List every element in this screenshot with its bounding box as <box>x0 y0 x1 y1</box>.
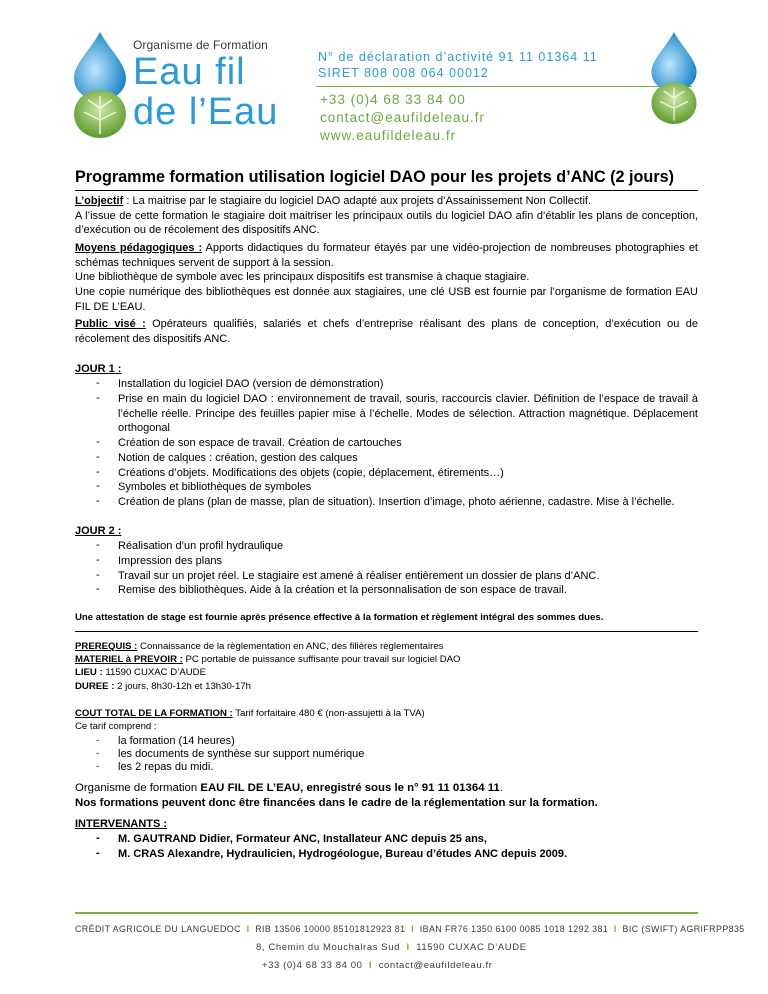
jour1-label <box>75 362 121 377</box>
jour1-item: Prise en main du logiciel DAO : environnement de travail, souris, raccourcis clavier. Définition de l’espace de travail à l’échelle réelle. Principe des feuilles papier mise à l’échelle. Modes de sélection. Attraction magnétique. Déplacement orthogonal <box>118 393 698 435</box>
title-rule <box>75 190 698 191</box>
intervenant-item: M. CRAS Alexandre, Hydraulicien, Hydrogéologue, Bureau d’études ANC depuis 2009. <box>118 848 568 860</box>
org-bold: EAU FIL DE L’EAU, enregistré sous le n° 91 11 01364 11 <box>200 782 500 794</box>
list-dash: - <box>96 377 100 389</box>
list-dash: - <box>96 583 100 595</box>
logo-text-line2: de l’Eau <box>133 91 279 133</box>
moyens-text3: Une copie numérique des bibliothèques est donnée aux stagiaires, une clé USB est fournie par l’organisme de formation EAU FIL DE L’EAU. <box>75 286 698 313</box>
prerequis-text: Connaissance de la règlementation en ANC, des filières règlementaires <box>137 641 444 652</box>
page-title: Programme formation utilisation logiciel DAO pour les projets d’ANC (2 jours) <box>75 168 675 186</box>
moyens-text2: Une bibliothèque de symbole avec les principaux dispositifs est transmise à chaque stagiaire. <box>75 271 530 284</box>
duree-text: 2 jours, 8h30-12h et 13h30-17h <box>114 680 252 692</box>
footer-bank: CRÉDIT AGRICOLE DU LANGUEDOC <box>75 924 241 934</box>
tarif-item: les documents de synthèse sur support numérique <box>118 748 365 760</box>
objectif-block <box>75 194 698 238</box>
intervenants-label <box>75 817 167 832</box>
declaration-number: N° de déclaration d’activité 91 11 01364 11 <box>318 50 598 64</box>
header-email[interactable]: contact@eaufildeleau.fr <box>320 110 486 125</box>
footer-rib: RIB 13506 10000 85101812923 81 <box>255 924 406 934</box>
footer-address-line <box>256 942 527 953</box>
list-dash: - <box>96 495 100 507</box>
cout-block <box>75 707 698 733</box>
header-divider <box>316 86 692 87</box>
header-phone: +33 (0)4 68 33 84 00 <box>320 92 466 107</box>
jour1-item: Créations d’objets. Modifications des objets (copie, déplacement, étirements…) <box>118 467 504 479</box>
moyens-label: Moyens pédagogiques : <box>75 242 203 254</box>
intervenant-item: M. GAUTRAND Didier, Formateur ANC, Installateur ANC depuis 25 ans, <box>118 833 487 845</box>
list-dash: - <box>96 748 100 759</box>
lieu-label: LIEU : <box>75 667 103 679</box>
footer-email[interactable]: contact@eaufildeleau.fr <box>378 960 493 971</box>
org-line2: Nos formations peuvent donc être financées dans le cadre de la réglementation sur la formation. <box>75 797 598 810</box>
attestation-text: Une attestation de stage est fournie après présence effective à la formation et règlement intégral des sommes dues. <box>75 612 604 623</box>
list-dash: - <box>96 569 100 581</box>
list-dash: - <box>96 847 100 859</box>
footer-separator: I <box>411 924 415 934</box>
cout-text: Tarif forfaitaire 480 € (non-assujetti à la TVA) <box>232 708 425 719</box>
jour2-item: Impression des plans <box>118 555 222 567</box>
jour2-item: Travail sur un projet réel. Le stagiaire est amené à réaliser entièrement un dossier de plans d’ANC. <box>118 570 600 582</box>
footer-phone: +33 (0)4 68 33 84 00 <box>262 960 363 971</box>
list-dash: - <box>96 735 100 746</box>
public-text: Opérateurs qualifiés, salariés et chefs d’entreprise réalisant des plans de conception, d’exécution ou de récolement des dispositifs ANC. <box>75 318 698 345</box>
attestation-note <box>75 611 698 624</box>
list-dash: - <box>96 451 100 463</box>
footer-city: 11590 CUXAC D’AUDE <box>416 942 527 953</box>
jour2-label <box>75 524 121 539</box>
practical-info <box>75 640 698 693</box>
list-dash: - <box>96 554 100 566</box>
footer-bic: BIC (SWIFT) AGRIFRPP835 <box>622 924 745 934</box>
list-dash: - <box>96 392 100 404</box>
attestation-rule <box>75 631 698 632</box>
jour1-item: Notion de calques : création, gestion des calques <box>118 452 358 464</box>
moyens-block <box>75 241 698 315</box>
footer-rule <box>75 912 698 914</box>
objectif-text: : La maitrise par le stagiaire du logiciel DAO adapté aux projets d’Assainissement Non Collectif. <box>123 195 592 207</box>
footer-separator: I <box>406 942 410 953</box>
public-label: Public visé : <box>75 318 146 330</box>
logo-text-line1: Eau fil <box>133 51 246 93</box>
org-text1: Organisme de formation <box>75 782 201 794</box>
tarif-intro: Ce tarif comprend : <box>75 721 157 733</box>
jour2-item: Réalisation d’un profil hydraulique <box>118 540 284 552</box>
materiel-text: PC portable de puissance suffisante pour travail sur logiciel DAO <box>182 654 461 666</box>
cout-label: COUT TOTAL DE LA FORMATION : <box>75 708 233 719</box>
right-drop-leaf-icon <box>648 22 700 134</box>
public-block <box>75 317 698 346</box>
list-dash: - <box>96 480 100 492</box>
jour2-label-text: JOUR 2 : <box>75 525 122 537</box>
prerequis-label: PREREQUIS : <box>75 641 138 652</box>
intervenants-label-text: INTERVENANTS : <box>75 818 168 830</box>
moyens-text: Apports didactiques du formateur étayés par une vidéo-projection de nombreuses photographies et schémas techniques servent de support à la session. <box>75 242 698 269</box>
lieu-text: 11590 CUXAC D’AUDE <box>102 667 206 679</box>
jour1-item: Création de son espace de travail. Création de cartouches <box>118 437 402 449</box>
footer-separator: I <box>246 924 250 934</box>
list-dash: - <box>96 761 100 772</box>
tarif-item: la formation (14 heures) <box>118 735 235 747</box>
organisme-block <box>75 781 698 812</box>
list-dash: - <box>96 466 100 478</box>
footer-separator: I <box>613 924 617 934</box>
footer-separator: I <box>368 960 373 971</box>
jour1-item: Création de plans (plan de masse, plan de situation). Insertion d’image, photo aérienne, cadastre. Mise à l’échelle. <box>118 496 675 508</box>
list-dash: - <box>96 832 100 844</box>
org-dot: . <box>499 782 503 794</box>
tarif-item: les 2 repas du midi. <box>118 761 214 773</box>
duree-label: DUREE : <box>75 680 115 692</box>
footer-bank-line <box>75 924 745 934</box>
org-small-label: Organisme de Formation <box>133 38 268 52</box>
logo-drop-leaf-icon <box>70 30 130 140</box>
list-dash: - <box>96 539 100 551</box>
jour1-item: Symboles et bibliothèques de symboles <box>118 481 312 493</box>
header-website[interactable]: www.eaufildeleau.fr <box>320 128 457 143</box>
materiel-label: MATERIEL à PREVOIR : <box>75 654 183 666</box>
footer-address: 8, Chemin du Mouchalras Sud <box>256 942 400 953</box>
jour1-item: Installation du logiciel DAO (version de démonstration) <box>118 378 384 390</box>
objectif-label: L’objectif <box>75 195 124 207</box>
jour1-label-text: JOUR 1 : <box>75 363 122 375</box>
objectif-text2: A l’issue de cette formation le stagiaire doit maitriser les principaux outils du logiciel DAO afin d’établir les plans de conception, d’exécution ou de récolement des dispositifs ANC. <box>75 209 698 237</box>
list-dash: - <box>96 436 100 448</box>
jour2-item: Remise des bibliothèques. Aide à la création et la personnalisation de son espace de travail. <box>118 584 567 596</box>
footer-contact-line <box>262 960 492 971</box>
siret-number: SIRET 808 008 064 00012 <box>318 66 489 80</box>
footer-iban: IBAN FR76 1350 6100 0085 1018 1292 381 <box>419 924 609 934</box>
